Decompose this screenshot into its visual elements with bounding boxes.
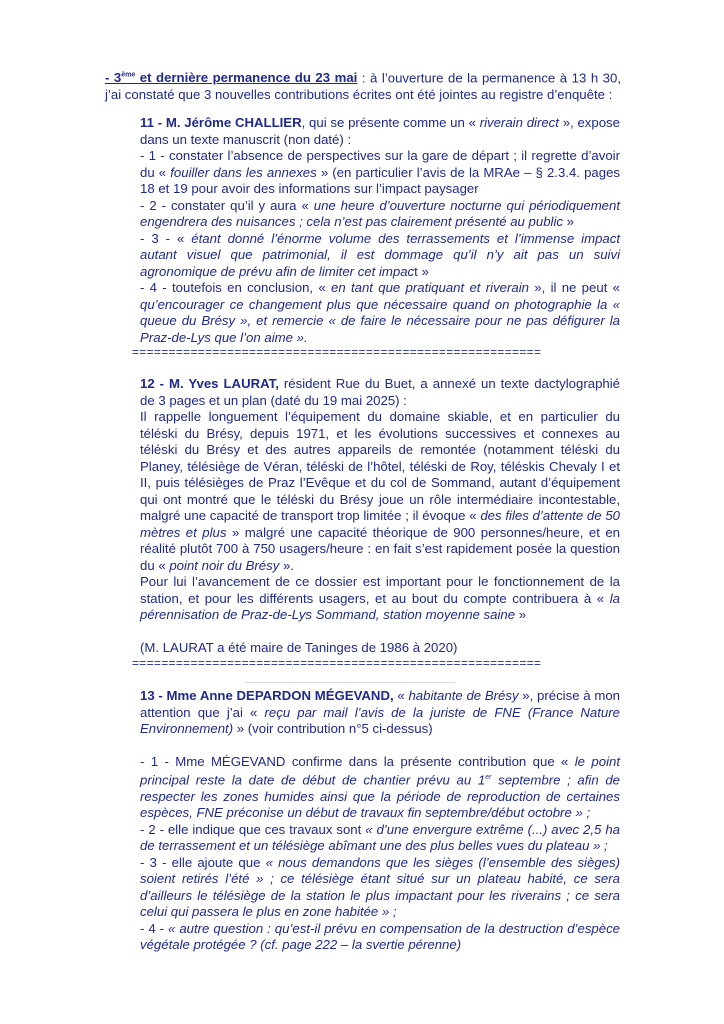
contribution-13-point-3: - 3 - elle ajoute que « nous demandons que les sièges (l’ensemble des sièges) soient retirés l’été » ; ce télésiège étant situé sur un plateau habité, ce sera d’ailleurs le télésiège de la station le plus impactant pour les riverains ; ce sera celui qui passera le plus en zone habitée » ; xyxy=(140,854,620,920)
intro-paragraph xyxy=(105,67,621,103)
contribution-11-header: 11 - M. Jérôme CHALLIER, qui se présente comme un « riverain direct », expose dans un texte manuscrit (non daté) : xyxy=(140,115,620,147)
intro-text: : à l’ouverture de la permanence à 13 h 30, j’ai constaté que 3 nouvelles contributions écrites ont été jointes au registre d’enquête : xyxy=(105,70,622,103)
contribution-11-point-2: - 2 - constater qu’il y aura « une heure d’ouverture nocturne qui périodiquement engendrera des nuisances ; cela n’est pas clairement présenté au public » xyxy=(140,197,621,229)
contribution-12 xyxy=(140,376,620,656)
contribution-13-header: 13 - Mme Anne DEPARDON MÉGEVAND, « habitante de Brésy », précise à mon attention que j’ai « reçu par mail l’avis de la juriste de FNE (France Nature Environnement) » (voir contribution n°5 ci-dessus) xyxy=(140,688,620,736)
separator-line: ======================================================== xyxy=(132,656,542,670)
contribution-11-point-3: - 3 - « étant donné l’énorme volume des terrassements et l’immense impact autant visuel que patrimonial, il est dommage qu’il n’y ait pas un suivi agronomique de prévu afin de limiter cet impact » xyxy=(140,230,621,279)
contribution-11 xyxy=(140,115,620,346)
divider-line xyxy=(245,682,455,683)
contribution-13-point-2: - 2 - elle indique que ces travaux sont « d’une envergure extrême (...) avec 2,5 ha de terrassement et un télésiège abîmant une des plus belles vues du plateau » ; xyxy=(140,821,620,854)
contribution-12-header: 12 - M. Yves LAURAT, résident Rue du Buet, a annexé un texte dactylographié de 3 pages et un plan (daté du 19 mai 2025) : xyxy=(140,376,620,408)
contribution-13-point-4: - 4 - « autre question : qu’est-il prévu en compensation de la destruction d’espèce végétale protégée ? (cf. page 222 – la svertie pérenne) xyxy=(140,920,621,953)
contribution-12-paragraph-1: Il rappelle longuement l’équipement du domaine skiable, et en particulier du téléski du Brésy, depuis 1971, et les évolutions successives et connexes au téléski du Brésy et des autres appareils de remontée (notamment téléski du Planey, télésiège de Véran, téléski de l’hôtel, téléski de Roy, téléskis Chevaly I et II, puis télésièges de Praz l’Evêque et du col de Sommand, autant d’équipement qui ont montré que le téléski du Brésy joue un rôle intermédiaire incontestable, malgré une capacité de transport trop limitée ; il évoque « des files d’attente de 50 mètres et plus » malgré une capacité théorique de 900 personnes/heure, et en réalité plutôt 700 à 750 usagers/heure : en fait s’est rapidement posée la question du « point noir du Brésy ». xyxy=(140,409,621,573)
separator-line: ======================================================== xyxy=(132,345,542,359)
contribution-13 xyxy=(140,688,620,954)
contribution-12-note: (M. LAURAT a été maire de Taninges de 1986 à 2020) xyxy=(140,639,458,655)
contribution-11-point-1: - 1 - constater l’absence de perspectives sur la gare de départ ; il regrette d’avoir du « fouiller dans les annexes » (en particulier l’avis de la MRAe – § 2.3.4. pages 18 et 19 pour avoir des informations sur l’impact paysager xyxy=(140,148,620,196)
contribution-11-point-4: - 4 - toutefois en conclusion, « en tant que pratiquant et riverain », il ne peut « qu’encourager ce changement plus que nécessaire quand on photographie la « queue du Brésy », et remercie « de faire le nécessaire pour ne pas défigurer la Praz-de-Lys que l’on aime ». xyxy=(140,280,620,345)
contribution-12-paragraph-2: Pour lui l’avancement de ce dossier est important pour le fonctionnement de la station, et pour les différents usagers, et au bout du compte contribuera à « la pérennisation de Praz-de-Lys Sommand, station moyenne saine » xyxy=(140,574,620,622)
permanence-heading: - 3ème et dernière permanence du 23 mai xyxy=(105,70,358,86)
contribution-13-point-1: - 1 - Mme MÉGEVAND confirme dans la présente contribution que « le point principal reste la date de début de chantier prévu au 1er septembre ; afin de respecter les zones humides ainsi que la période de reproduction de certaines espèces, FNE préconise un début de travaux fin septembre/début octobre » ; xyxy=(140,753,620,821)
